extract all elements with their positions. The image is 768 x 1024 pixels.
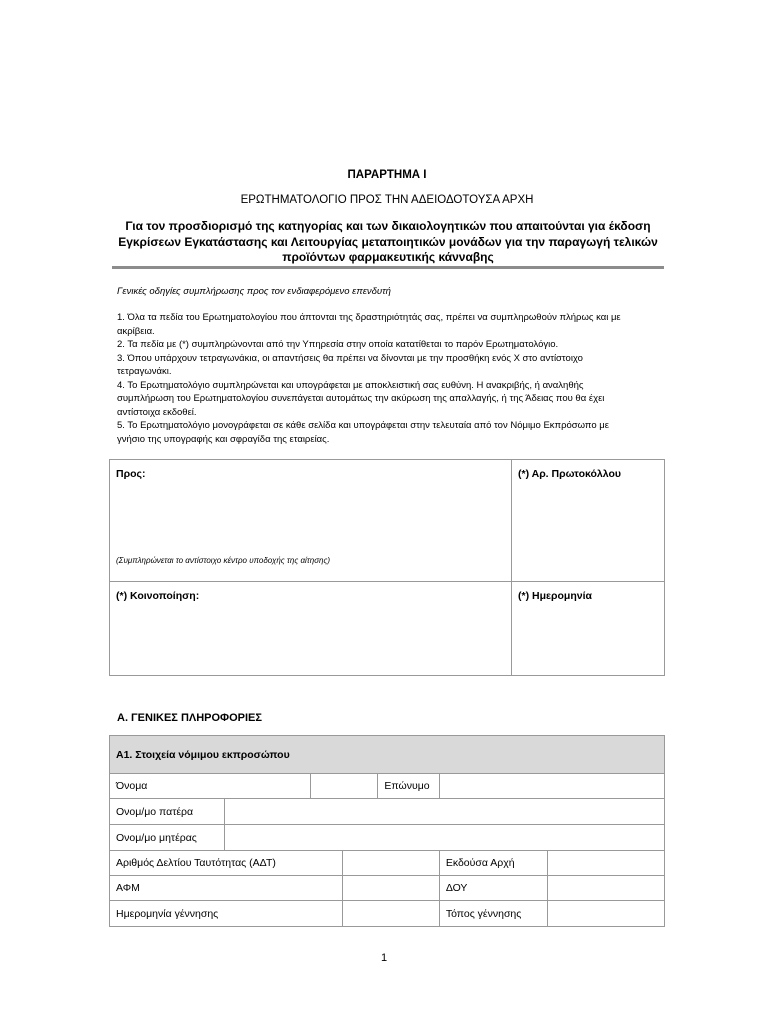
protocol-label: (*) Αρ. Πρωτοκόλλου xyxy=(518,468,621,480)
instruction-line: συμπλήρωση του Ερωτηματολογίου συνεπάγεται αυτομάτως την ακύρωση της απαλλαγής, ή της Άδειας που θα έχει xyxy=(117,393,605,404)
instructions-list xyxy=(117,311,677,446)
document-subtitle xyxy=(112,219,664,266)
subtitle-line: προϊόντων φαρμακευτικής κάνναβης xyxy=(282,250,494,264)
id-number-field[interactable] xyxy=(342,851,439,876)
date-cell[interactable] xyxy=(512,582,665,676)
instruction-line: ακρίβεια. xyxy=(117,325,155,337)
id-number-label: Αριθμός Δελτίου Ταυτότητας (ΑΔΤ) xyxy=(110,851,343,876)
questionnaire-title: ΕΡΩΤΗΜΑΤΟΛΟΓΙΟ ΠΡΟΣ ΤΗΝ ΑΔΕΙΟΔΟΤΟΥΣΑ ΑΡΧΗ xyxy=(240,194,534,206)
section-a-title: Α. ΓΕΝΙΚΕΣ ΠΛΗΡΟΦΟΡΙΕΣ xyxy=(117,712,262,724)
date-label: (*) Ημερομηνία xyxy=(518,590,592,602)
instruction-line: 1. Όλα τα πεδία του Ερωτηματολογίου που άπτονται της δραστηριότητάς σας, πρέπει να συμπληρωθούν πλήρως και με xyxy=(117,312,621,323)
birth-date-field[interactable] xyxy=(342,901,439,927)
mother-name-label: Ονομ/μο μητέρας xyxy=(110,825,225,851)
instruction-line: τετραγωνάκι. xyxy=(117,366,172,377)
birth-place-field[interactable] xyxy=(547,901,664,927)
mother-name-field[interactable] xyxy=(225,825,665,851)
representative-table xyxy=(109,735,665,927)
protocol-cell[interactable] xyxy=(512,460,665,582)
instruction-line: 4. Το Ερωτηματολόγιο συμπληρώνεται και υπογράφεται με αποκλειστική σας ευθύνη. Η ανακριβής, ή αναληθής xyxy=(117,379,584,391)
instruction-line: 3. Όπου υπάρχουν τετραγωνάκια, οι απαντήσεις θα πρέπει να δίνονται με την προσθήκη ενός Χ στο αντίστοιχο xyxy=(117,352,583,364)
instruction-line: 5. Το Ερωτηματολόγιο μονογράφεται σε κάθε σελίδα και υπογράφεται στην τελευταία από τον Νόμιμο Εκπρόσωπο με xyxy=(117,420,609,431)
tax-id-label: ΑΦΜ xyxy=(110,876,343,901)
to-label: Προς: xyxy=(116,468,146,480)
page-number: 1 xyxy=(380,952,388,964)
instruction-line: αντίστοιχα εκδοθεί. xyxy=(117,406,197,418)
last-name-label: Επώνυμο xyxy=(378,774,439,799)
subtitle-line: Για τον προσδιορισμό της κατηγορίας και των δικαιολογητικών που απαιτούνται για έκδοση xyxy=(125,219,651,233)
header-divider xyxy=(112,266,664,269)
tax-id-field[interactable] xyxy=(342,876,439,901)
routing-table xyxy=(109,459,665,676)
father-name-label: Ονομ/μο πατέρα xyxy=(110,799,225,825)
instruction-line: 2. Τα πεδία με (*) συμπληρώνονται από την Υπηρεσία στην οποία κατατίθεται το παρόν Ερωτηματολόγιο. xyxy=(117,339,559,350)
father-name-field[interactable] xyxy=(225,799,665,825)
issuing-authority-field[interactable] xyxy=(547,851,664,876)
last-name-field[interactable] xyxy=(439,774,664,799)
tax-office-label: ΔΟΥ xyxy=(439,876,547,901)
subsection-a1-title: Α1. Στοιχεία νόμιμου εκπροσώπου xyxy=(110,736,665,774)
instructions-title: Γενικές οδηγίες συμπλήρωσης προς τον ενδιαφερόμενο επενδυτή xyxy=(117,286,391,297)
first-name-label: Όνομα xyxy=(110,774,311,799)
tax-office-field[interactable] xyxy=(547,876,664,901)
cc-cell[interactable] xyxy=(110,582,512,676)
instruction-line: γνήσιο της υπογραφής και σφραγίδα της εταιρείας. xyxy=(117,433,330,445)
issuing-authority-label: Εκδούσα Αρχή xyxy=(439,851,547,876)
to-note: (Συμπληρώνεται το αντίστοιχο κέντρο υποδοχής της αίτησης) xyxy=(116,556,331,565)
first-name-field[interactable] xyxy=(310,774,378,799)
subtitle-line: Εγκρίσεων Εγκατάστασης και Λειτουργίας μεταποιητικών μονάδων για την παραγωγή τελικών xyxy=(118,234,658,249)
cc-label: (*) Κοινοποίηση: xyxy=(116,590,200,602)
birth-place-label: Τόπος γέννησης xyxy=(439,901,547,927)
annex-heading: ΠΑΡΑΡΤΗΜΑ Ι xyxy=(347,169,427,181)
birth-date-label: Ημερομηνία γέννησης xyxy=(110,901,343,927)
